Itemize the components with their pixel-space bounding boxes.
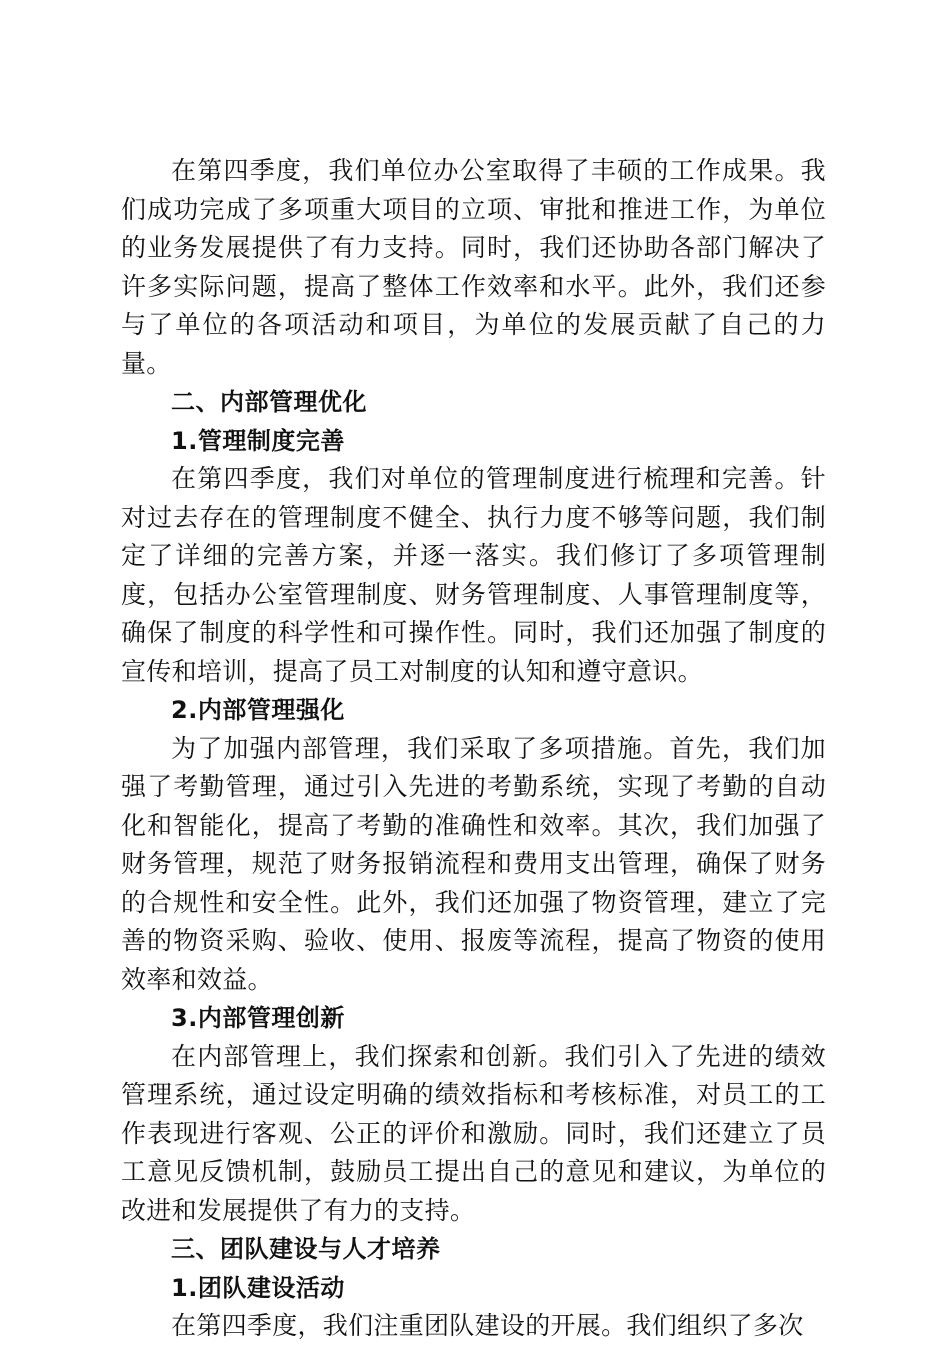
subheading-system-improvement: 1.管理制度完善 <box>171 426 345 455</box>
section-heading-team-building: 三、团队建设与人才培养 <box>171 1235 441 1263</box>
paragraph-management-strengthening: 为了加强内部管理，我们采取了多项措施。首先，我们加强了考勤管理，通过引入先进的考勤系统，实现了考勤的自动化和智能化，提高了考勤的准确性和效率。其次，我们加强了财务管理，规范了财务报销流程和费用支出管理，确保了财务的合规性和安全性。此外，我们还加强了物资管理，建立了完善的物资采购、验收、使用、报废等流程，提高了物资的使用效率和效益。 <box>121 733 826 994</box>
document-body <box>121 152 826 1346</box>
subheading-team-activities: 1.团队建设活动 <box>171 1273 345 1302</box>
subheading-management-innovation: 3.内部管理创新 <box>171 1004 345 1032</box>
paragraph-management-innovation: 在内部管理上，我们探索和创新。我们引入了先进的绩效管理系统，通过设定明确的绩效指标和考核标准，对员工的工作表现进行客观、公正的评价和激励。同时，我们还建立了员工意见反馈机制，鼓励员工提出自己的意见和建议，为单位的改进和发展提供了有力的支持。 <box>121 1041 826 1225</box>
paragraph-team-activities: 在第四季度，我们注重团队建设的开展。我们组织了多次 <box>171 1311 804 1340</box>
paragraph-system-improvement: 在第四季度，我们对单位的管理制度进行梳理和完善。针对过去存在的管理制度不健全、执行力度不够等问题，我们制定了详细的完善方案，并逐一落实。我们修订了多项管理制度，包括办公室管理制度、财务管理制度、人事管理制度等，确保了制度的科学性和可操作性。同时，我们还加强了制度的宣传和培训，提高了员工对制度的认知和遵守意识。 <box>121 464 826 686</box>
paragraph-achievements: 在第四季度，我们单位办公室取得了丰硕的工作成果。我们成功完成了多项重大项目的立项、审批和推进工作，为单位的业务发展提供了有力支持。同时，我们还协助各部门解决了许多实际问题，提高了整体工作效率和水平。此外，我们还参与了单位的各项活动和项目，为单位的发展贡献了自己的力量。 <box>121 156 826 378</box>
subheading-management-strengthening: 2.内部管理强化 <box>171 696 345 724</box>
section-heading-internal-management: 二、内部管理优化 <box>171 388 367 416</box>
